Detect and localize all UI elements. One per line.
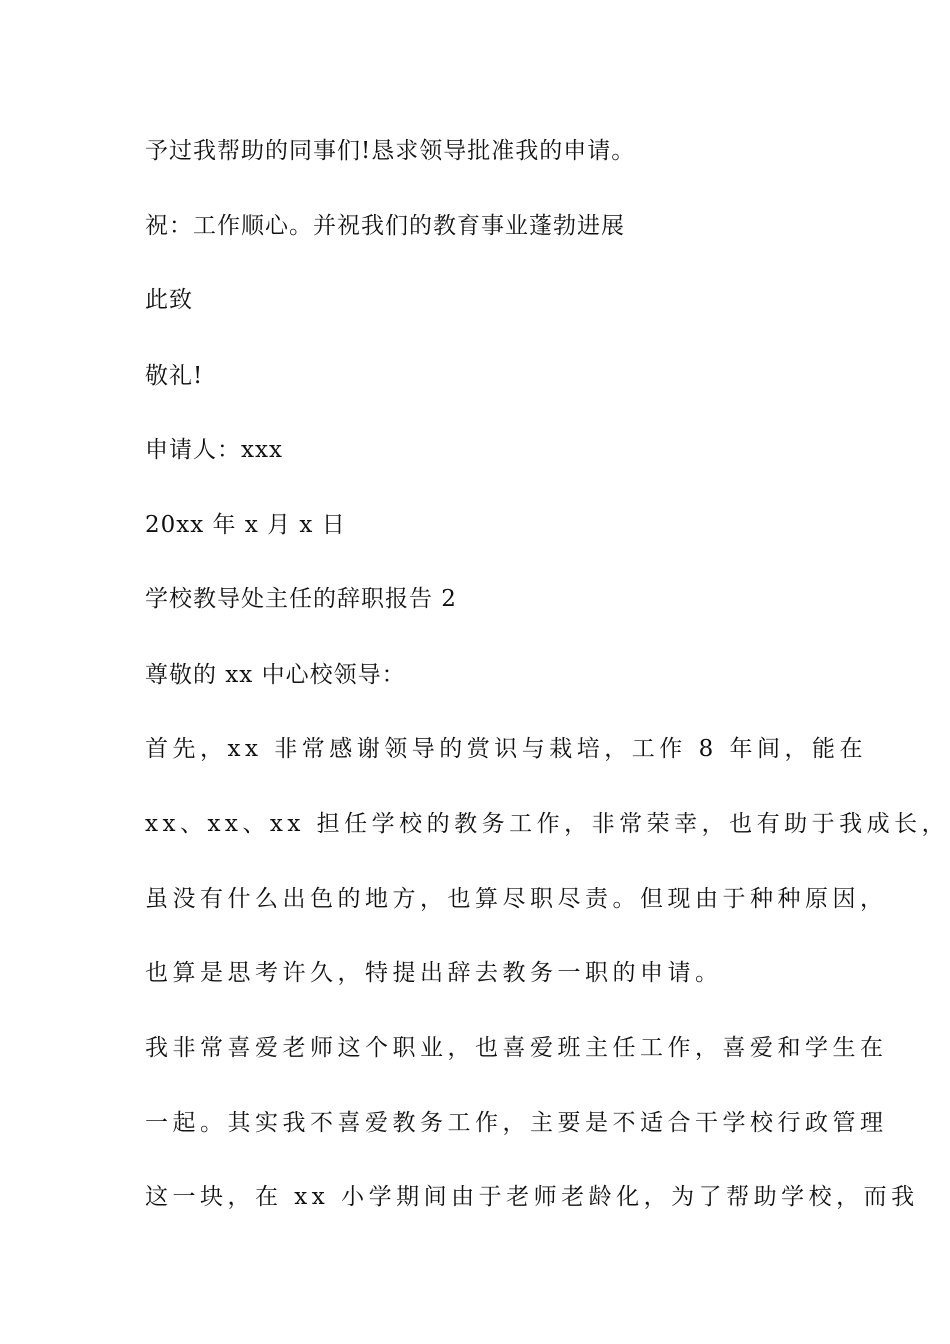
paragraph-line: xx、xx、xx 担任学校的教务工作，非常荣幸，也有助于我成长， xyxy=(145,811,950,837)
paragraph-line: 虽没有什么出色的地方，也算尽职尽责。但现由于种种原因， xyxy=(145,886,888,912)
section-heading-report-2: 学校教导处主任的辞职报告 2 xyxy=(145,586,457,612)
text-line-closing-request: 予过我帮助的同事们!恳求领导批准我的申请。 xyxy=(145,138,636,164)
text-line-salutation-jingli: 敬礼! xyxy=(145,363,204,389)
paragraph-line: 也算是思考许久，特提出辞去教务一职的申请。 xyxy=(145,960,723,986)
text-line-date: 20xx 年 x 月 x 日 xyxy=(145,512,346,538)
text-line-addressee: 尊敬的 xx 中心校领导： xyxy=(145,662,406,688)
paragraph-line: 一起。其实我不喜爱教务工作，主要是不适合干学校行政管理 xyxy=(145,1110,888,1136)
paragraph-line: 首先，xx 非常感谢领导的赏识与栽培，工作 8 年间，能在 xyxy=(145,736,868,762)
text-line-salutation-cizhi: 此致 xyxy=(145,287,193,313)
paragraph-line: 我非常喜爱老师这个职业，也喜爱班主任工作，喜爱和学生在 xyxy=(145,1035,888,1061)
paragraph-line: 这一块，在 xx 小学期间由于老师老龄化，为了帮助学校，而我 xyxy=(145,1184,919,1210)
text-line-applicant: 申请人：xxx xyxy=(145,437,283,463)
text-line-wishes: 祝：工作顺心。并祝我们的教育事业蓬勃进展 xyxy=(145,213,625,239)
